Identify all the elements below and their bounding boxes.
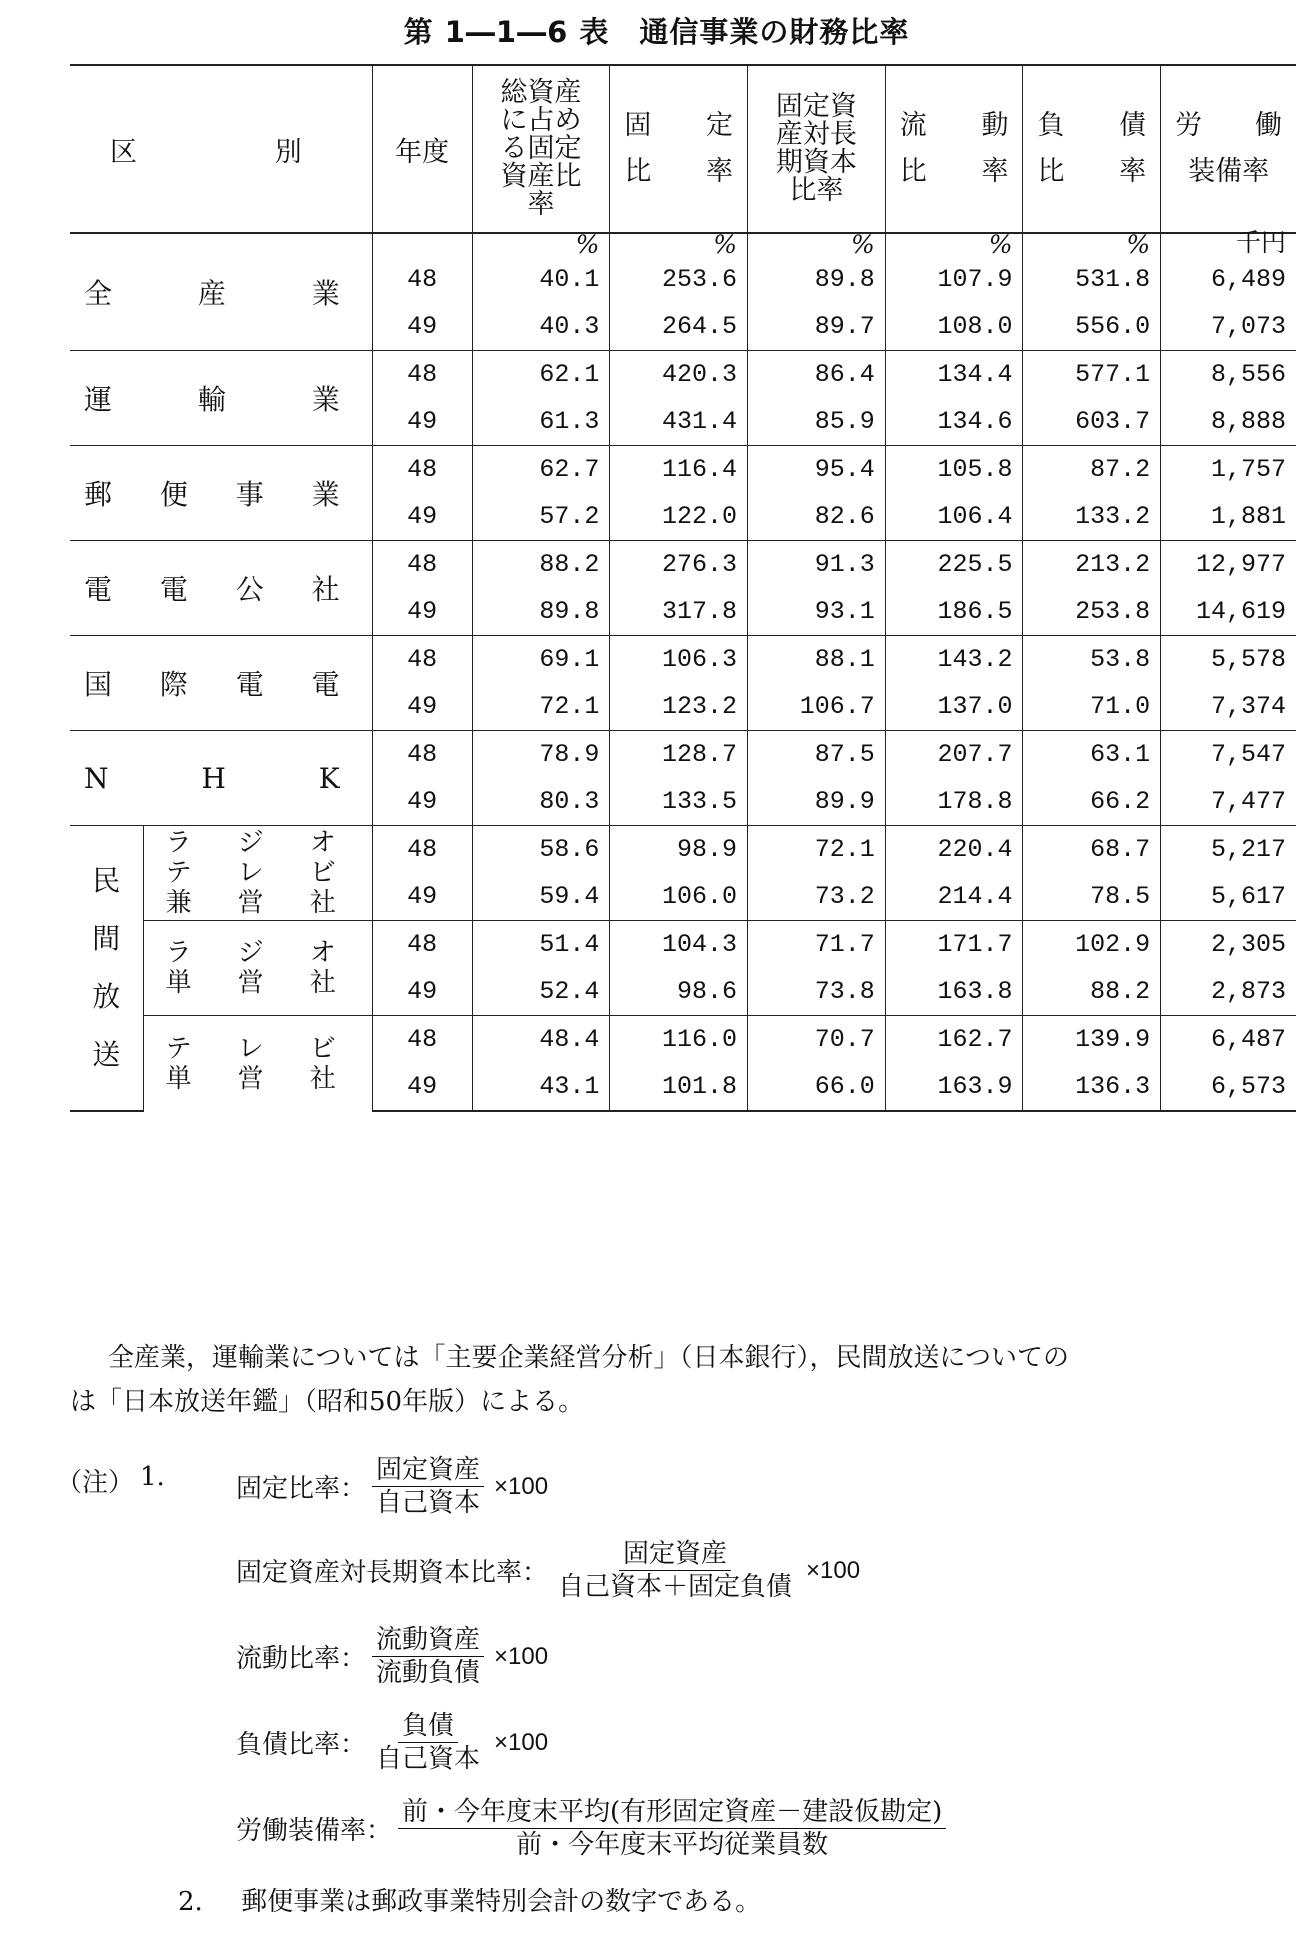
value-cell: 7,477	[1161, 778, 1296, 826]
table-row	[70, 446, 1296, 494]
value-cell: 5,617	[1161, 873, 1296, 921]
value-cell: 137.0	[885, 683, 1023, 731]
value-cell: 123.2	[610, 683, 748, 731]
private-label-char: 放	[92, 980, 121, 1013]
header-asset-ratio-line: に占め	[500, 105, 582, 136]
row-label-char: 電	[159, 573, 188, 606]
year-cell: 48	[372, 826, 472, 874]
sub-group-label-char: ビ	[309, 858, 336, 888]
year-cell: 48	[372, 731, 472, 779]
value-cell: 63.1	[1023, 731, 1161, 779]
table-title: 第 1―1―6 表 通信事業の財務比率	[403, 15, 910, 49]
year-cell: 49	[372, 398, 472, 446]
value-cell: 89.8	[472, 588, 610, 636]
header-debt-ratio-char: 債	[1119, 110, 1147, 141]
value-cell: 106.4	[885, 493, 1023, 541]
table-row	[70, 636, 1296, 684]
table-row	[70, 1016, 1296, 1064]
formula	[236, 1624, 548, 1689]
row-label-char: 便	[159, 478, 188, 511]
private-broadcast-label	[70, 826, 143, 1112]
sub-group-label-char: 社	[309, 888, 336, 918]
row-label-char: 全	[84, 277, 113, 310]
formula-denominator: 前・今年度末平均従業員数	[516, 1830, 829, 1860]
year-cell: 49	[372, 683, 472, 731]
unit-pct: %	[472, 233, 610, 256]
sub-group-label-char: 単	[165, 968, 192, 998]
value-cell: 163.8	[885, 968, 1023, 1016]
formula-numerator: 固定資産	[619, 1538, 731, 1571]
value-cell: 178.8	[885, 778, 1023, 826]
formula-name: 労働装備率：	[236, 1816, 393, 1846]
value-cell: 68.7	[1023, 826, 1161, 874]
value-cell: 136.3	[1023, 1063, 1161, 1111]
sub-group-label-char: ジ	[237, 938, 264, 968]
value-cell: 128.7	[610, 731, 748, 779]
unit-row	[70, 233, 1296, 256]
value-cell: 2,305	[1161, 921, 1296, 969]
sub-group-label-char: オ	[309, 938, 336, 968]
row-label-char: 事	[235, 478, 264, 511]
row-label-char: H	[201, 761, 226, 795]
value-cell: 6,489	[1161, 256, 1296, 303]
sub-group-label-char: 単	[165, 1063, 192, 1094]
value-cell: 59.4	[472, 873, 610, 921]
year-cell: 48	[372, 636, 472, 684]
formula-denominator: 自己資本	[376, 1744, 481, 1774]
row-label-char: 産	[197, 277, 226, 310]
header-fixed-ratio-char: 率	[706, 156, 734, 187]
header-fixed-ratio-char: 定	[706, 110, 734, 141]
col-fixed-ratio	[610, 65, 748, 233]
row-label-char: 業	[311, 383, 340, 416]
sub-group-label-char: レ	[237, 1033, 264, 1064]
value-cell: 66.2	[1023, 778, 1161, 826]
row-label-char: N	[84, 761, 109, 795]
value-cell: 2,873	[1161, 968, 1296, 1016]
value-cell: 214.4	[885, 873, 1023, 921]
header-debt-ratio-char: 比	[1037, 156, 1065, 187]
value-cell: 5,578	[1161, 636, 1296, 684]
year-cell: 48	[372, 921, 472, 969]
unit-pct: %	[1023, 233, 1161, 256]
value-cell: 40.1	[472, 256, 610, 303]
value-cell: 317.8	[610, 588, 748, 636]
header-current-ratio-char: 比	[899, 156, 927, 187]
table-row	[70, 921, 1296, 969]
year-cell: 48	[372, 351, 472, 399]
unit-yen: 千円	[1161, 233, 1296, 256]
formula-name: 固定比率：	[236, 1474, 367, 1504]
value-cell: 69.1	[472, 636, 610, 684]
row-label	[70, 233, 372, 351]
value-cell: 133.2	[1023, 493, 1161, 541]
note-number-1: 1.	[140, 1462, 165, 1492]
formula-name: 流動比率：	[236, 1644, 367, 1674]
row-label-char: 業	[311, 277, 340, 310]
value-cell: 108.0	[885, 303, 1023, 351]
col-debt-ratio	[1023, 65, 1161, 233]
value-cell: 87.2	[1023, 446, 1161, 494]
value-cell: 87.5	[748, 731, 886, 779]
header-fixed-long-line: 産対長	[775, 119, 857, 150]
formula-fraction	[372, 1710, 484, 1775]
value-cell: 102.9	[1023, 921, 1161, 969]
value-cell: 105.8	[885, 446, 1023, 494]
value-cell: 225.5	[885, 541, 1023, 589]
sub-group-label-char: ビ	[309, 1033, 336, 1064]
value-cell: 133.5	[610, 778, 748, 826]
header-fixed-ratio-char: 比	[624, 156, 652, 187]
header-category-char: 区	[110, 136, 137, 168]
sub-group-label-char: 社	[309, 1063, 336, 1094]
formula-numerator: 流動資産	[372, 1624, 484, 1657]
header-asset-ratio-line: 率	[527, 189, 555, 220]
row-label	[70, 541, 372, 636]
value-cell: 88.2	[472, 541, 610, 589]
formula-denominator: 自己資本	[376, 1488, 481, 1518]
value-cell: 143.2	[885, 636, 1023, 684]
year-cell: 49	[372, 873, 472, 921]
row-label-char: K	[318, 761, 340, 795]
formula	[236, 1710, 548, 1775]
sub-group-label	[143, 1016, 372, 1112]
value-cell: 73.8	[748, 968, 886, 1016]
value-cell: 78.9	[472, 731, 610, 779]
value-cell: 116.0	[610, 1016, 748, 1064]
note-number-2: 2.	[178, 1887, 203, 1917]
header-current-ratio-char: 動	[981, 110, 1009, 141]
value-cell: 58.6	[472, 826, 610, 874]
value-cell: 62.7	[472, 446, 610, 494]
sub-group-label-char: 営	[237, 888, 264, 918]
note-label: （注）	[56, 1468, 135, 1498]
table-row	[70, 826, 1296, 874]
sub-group-label-char: 兼	[165, 888, 192, 918]
value-cell: 207.7	[885, 731, 1023, 779]
year-cell: 48	[372, 1016, 472, 1064]
value-cell: 82.6	[748, 493, 886, 541]
year-cell: 49	[372, 493, 472, 541]
header-asset-ratio-line: る固定	[500, 133, 582, 164]
header-asset-ratio-line: 資産比	[500, 161, 582, 192]
formula	[236, 1538, 860, 1603]
unit-pct: %	[610, 233, 748, 256]
value-cell: 139.9	[1023, 1016, 1161, 1064]
value-cell: 577.1	[1023, 351, 1161, 399]
value-cell: 66.0	[748, 1063, 886, 1111]
col-asset-ratio	[472, 65, 610, 233]
header-category-char: 別	[274, 136, 302, 168]
formula-numerator: 固定資産	[372, 1454, 484, 1487]
formula	[236, 1796, 956, 1861]
row-label-char: 電	[84, 573, 113, 606]
private-label-char: 送	[92, 1038, 121, 1071]
formula-multiplier: ×100	[494, 1472, 549, 1500]
note-2-text: 郵便事業は郵政事業特別会計の数字である。	[241, 1887, 762, 1917]
value-cell: 106.7	[748, 683, 886, 731]
table-row	[70, 541, 1296, 589]
value-cell: 264.5	[610, 303, 748, 351]
notes-section	[70, 1336, 1300, 1424]
col-fixed-long-ratio	[748, 65, 886, 233]
year-cell: 48	[372, 446, 472, 494]
formula-multiplier: ×100	[494, 1642, 549, 1670]
value-cell: 420.3	[610, 351, 748, 399]
value-cell: 122.0	[610, 493, 748, 541]
value-cell: 89.9	[748, 778, 886, 826]
value-cell: 14,619	[1161, 588, 1296, 636]
value-cell: 98.6	[610, 968, 748, 1016]
sub-group-label-char: 社	[309, 968, 336, 998]
year-cell: 49	[372, 588, 472, 636]
value-cell: 88.1	[748, 636, 886, 684]
formula-numerator: 前・今年度末平均(有形固定資産－建設仮勘定)	[398, 1796, 946, 1829]
header-labor-equip-char: 労	[1175, 110, 1203, 141]
value-cell: 85.9	[748, 398, 886, 446]
row-label-char: 電	[235, 668, 264, 701]
value-cell: 134.4	[885, 351, 1023, 399]
formula-denominator: 自己資本＋固定負債	[558, 1572, 793, 1602]
col-labor-equip	[1161, 65, 1296, 233]
header-current-ratio-char: 率	[981, 156, 1009, 187]
unit-pct: %	[748, 233, 886, 256]
sub-group-label-char: テ	[165, 858, 192, 888]
value-cell: 603.7	[1023, 398, 1161, 446]
value-cell: 95.4	[748, 446, 886, 494]
value-cell: 106.0	[610, 873, 748, 921]
formula-name: 負債比率：	[236, 1730, 367, 1760]
value-cell: 40.3	[472, 303, 610, 351]
sub-group-label	[143, 826, 372, 921]
col-current-ratio	[885, 65, 1023, 233]
header-fixed-long-line: 固定資	[775, 91, 857, 122]
value-cell: 52.4	[472, 968, 610, 1016]
sub-group-label-char: オ	[309, 828, 336, 858]
value-cell: 6,573	[1161, 1063, 1296, 1111]
value-cell: 116.4	[610, 446, 748, 494]
formula-multiplier: ×100	[494, 1728, 549, 1756]
value-cell: 213.2	[1023, 541, 1161, 589]
value-cell: 86.4	[748, 351, 886, 399]
value-cell: 556.0	[1023, 303, 1161, 351]
value-cell: 57.2	[472, 493, 610, 541]
value-cell: 51.4	[472, 921, 610, 969]
value-cell: 43.1	[472, 1063, 610, 1111]
source-note-line2: は「日本放送年鑑」（昭和50年版）による。	[70, 1387, 585, 1417]
row-label	[70, 731, 372, 826]
header-row	[70, 65, 1296, 233]
row-label	[70, 446, 372, 541]
header-fixed-long-line: 比率	[789, 175, 844, 206]
row-label-char: 際	[159, 668, 188, 701]
value-cell: 73.2	[748, 873, 886, 921]
formula-numerator: 負債	[398, 1710, 458, 1743]
header-labor-equip-line: 装備率	[1188, 156, 1270, 187]
value-cell: 6,487	[1161, 1016, 1296, 1064]
header-labor-equip-char: 働	[1255, 110, 1282, 141]
value-cell: 71.7	[748, 921, 886, 969]
value-cell: 101.8	[610, 1063, 748, 1111]
value-cell: 72.1	[748, 826, 886, 874]
formula-denominator: 流動負債	[376, 1658, 481, 1688]
year-cell: 48	[372, 541, 472, 589]
row-label-char: 電	[311, 668, 340, 701]
value-cell: 72.1	[472, 683, 610, 731]
table-row	[70, 731, 1296, 779]
value-cell: 70.7	[748, 1016, 886, 1064]
sub-group-label-char: 営	[237, 1063, 264, 1094]
header-fixed-long-line: 期資本	[775, 147, 857, 178]
value-cell: 107.9	[885, 256, 1023, 303]
value-cell: 531.8	[1023, 256, 1161, 303]
row-label-char: 郵	[84, 478, 113, 511]
row-label	[70, 351, 372, 446]
row-label-char: 輸	[197, 383, 226, 416]
header-debt-ratio-char: 率	[1119, 156, 1147, 187]
value-cell: 431.4	[610, 398, 748, 446]
note-2	[178, 1881, 761, 1918]
row-label-char: 社	[311, 573, 340, 606]
value-cell: 7,547	[1161, 731, 1296, 779]
sub-group-label-char: ラ	[165, 828, 192, 858]
sub-group-label-char: レ	[237, 858, 264, 888]
formula-fraction	[398, 1796, 946, 1861]
formula-multiplier: ×100	[806, 1556, 861, 1584]
value-cell: 61.3	[472, 398, 610, 446]
financial-ratio-table	[70, 64, 1296, 1112]
year-cell: 49	[372, 303, 472, 351]
formula-fraction	[554, 1538, 796, 1603]
formula-fraction	[372, 1624, 484, 1689]
value-cell: 48.4	[472, 1016, 610, 1064]
private-label-char: 民	[92, 864, 121, 897]
header-debt-ratio-char: 負	[1037, 110, 1065, 141]
value-cell: 106.3	[610, 636, 748, 684]
value-cell: 163.9	[885, 1063, 1023, 1111]
private-label-char: 間	[92, 922, 121, 955]
value-cell: 8,888	[1161, 398, 1296, 446]
sub-group-label-char: テ	[165, 1033, 192, 1064]
value-cell: 91.3	[748, 541, 886, 589]
year-cell: 48	[372, 256, 472, 303]
sub-group-label	[143, 921, 372, 1016]
value-cell: 253.6	[610, 256, 748, 303]
value-cell: 98.9	[610, 826, 748, 874]
source-note-line1: 全産業，運輸業については「主要企業経営分析」（日本銀行），民間放送についての	[108, 1343, 1069, 1373]
row-label-char: 業	[311, 478, 340, 511]
value-cell: 1,881	[1161, 493, 1296, 541]
value-cell: 88.2	[1023, 968, 1161, 1016]
row-label-char: 運	[84, 383, 113, 416]
row-label-char: 公	[235, 573, 264, 606]
sub-group-label-char: ラ	[165, 938, 192, 968]
value-cell: 7,374	[1161, 683, 1296, 731]
value-cell: 5,217	[1161, 826, 1296, 874]
value-cell: 7,073	[1161, 303, 1296, 351]
table-row	[70, 351, 1296, 399]
value-cell: 93.1	[748, 588, 886, 636]
header-fixed-ratio-char: 固	[624, 110, 652, 141]
value-cell: 104.3	[610, 921, 748, 969]
value-cell: 53.8	[1023, 636, 1161, 684]
sub-group-label-char: ジ	[237, 828, 264, 858]
value-cell: 62.1	[472, 351, 610, 399]
value-cell: 186.5	[885, 588, 1023, 636]
year-cell: 49	[372, 1063, 472, 1111]
value-cell: 89.7	[748, 303, 886, 351]
formula-name: 固定資産対長期資本比率：	[236, 1558, 549, 1588]
header-current-ratio-char: 流	[899, 110, 927, 141]
value-cell: 253.8	[1023, 588, 1161, 636]
value-cell: 1,757	[1161, 446, 1296, 494]
col-year: 年度	[372, 65, 472, 233]
value-cell: 71.0	[1023, 683, 1161, 731]
value-cell: 162.7	[885, 1016, 1023, 1064]
value-cell: 276.3	[610, 541, 748, 589]
year-cell: 49	[372, 968, 472, 1016]
value-cell: 78.5	[1023, 873, 1161, 921]
value-cell: 134.6	[885, 398, 1023, 446]
col-category	[70, 65, 372, 233]
value-cell: 171.7	[885, 921, 1023, 969]
row-label	[70, 636, 372, 731]
row-label-char: 国	[84, 668, 113, 701]
unit-pct: %	[885, 233, 1023, 256]
sub-group-label-char: 営	[237, 968, 264, 998]
value-cell: 220.4	[885, 826, 1023, 874]
value-cell: 80.3	[472, 778, 610, 826]
year-cell: 49	[372, 778, 472, 826]
formula	[236, 1454, 548, 1519]
value-cell: 89.8	[748, 256, 886, 303]
formula-fraction	[372, 1454, 484, 1519]
value-cell: 12,977	[1161, 541, 1296, 589]
header-asset-ratio-line: 総資産	[500, 77, 582, 108]
value-cell: 8,556	[1161, 351, 1296, 399]
